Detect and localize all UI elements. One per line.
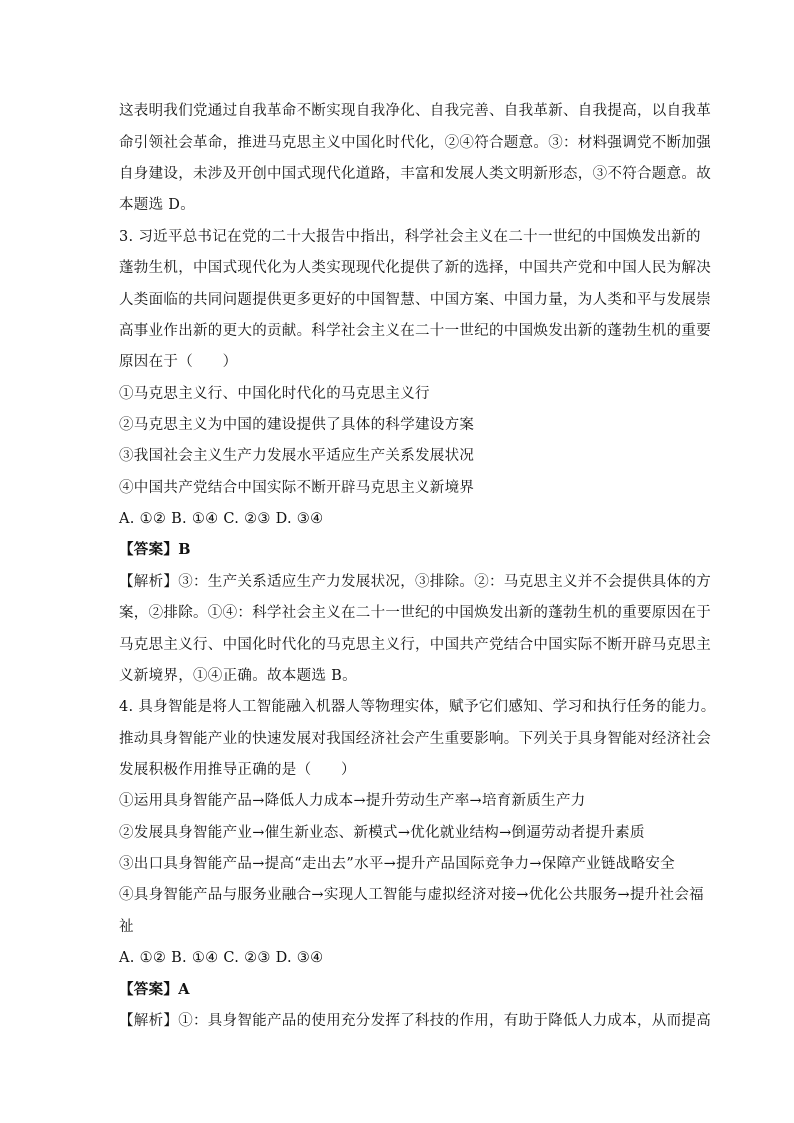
option-statement: ④中国共产党结合中国实际不断开辟马克思主义新境界 bbox=[119, 480, 475, 496]
text-line: 自身建设，未涉及开创中国式现代化道路，丰富和发展人类文明新形态，③不符合题意。故 bbox=[119, 166, 711, 182]
text-line: 发展积极作用推导正确的是（ ） bbox=[119, 762, 356, 778]
option-statement: ①运用具身智能产品→降低人力成本→提升劳动生产率→培育新质生产力 bbox=[119, 793, 586, 809]
text-line: 蓬勃生机，中国式现代化为人类实现现代化提供了新的选择，中国共产党和中国人民为解决 bbox=[119, 260, 711, 276]
option-statement: ②发展具身智能产业→催生新业态、新模式→优化就业结构→倒逼劳动者提升素质 bbox=[119, 825, 645, 841]
answer-label: 【答案】B bbox=[119, 541, 191, 558]
question-4-stem: 4. 具身智能是将人工智能融入机器人等物理实体，赋予它们感知、学习和执行任务的能力。 bbox=[119, 699, 716, 715]
analysis-text: 【解析】③：生产关系适应生产力发展状况，③排除。②：马克思主义并不会提供具体的方 bbox=[119, 574, 711, 590]
text-line: 祉 bbox=[119, 919, 134, 935]
option-statement: ②马克思主义为中国的建设提供了具体的科学建设方案 bbox=[119, 417, 475, 433]
option-statement: ④具身智能产品与服务业融合→实现人工智能与虚拟经济对接→优化公共服务→提升社会福 bbox=[119, 887, 704, 903]
text-line: 义新境界，①④正确。故本题选 B。 bbox=[119, 668, 357, 684]
text-line: 这表明我们党通过自我革命不断实现自我净化、自我完善、自我革新、自我提高，以自我革 bbox=[119, 103, 711, 119]
option-statement: ①马克思主义行、中国化时代化的马克思主义行 bbox=[119, 386, 430, 402]
text-line: 原因在于（ ） bbox=[119, 354, 238, 370]
text-line: 本题选 D。 bbox=[119, 197, 196, 213]
text-line: 案，②排除。①④：科学社会主义在二十一世纪的中国焕发出新的蓬勃生机的重要原因在于 bbox=[119, 605, 711, 621]
text-line: 高事业作出新的更大的贡献。科学社会主义在二十一世纪的中国焕发出新的蓬勃生机的重要 bbox=[119, 323, 711, 339]
analysis-text: 【解析】①：具身智能产品的使用充分发挥了科技的作用，有助于降低人力成本，从而提高 bbox=[119, 1013, 711, 1029]
text-line: 马克思主义行、中国化时代化的马克思主义行，中国共产党结合中国实际不断开辟马克思主 bbox=[119, 637, 711, 653]
text-line: 推动具身智能产业的快速发展对我国经济社会产生重要影响。下列关于具身智能对经济社会 bbox=[119, 731, 711, 747]
option-statement: ③我国社会主义生产力发展水平适应生产关系发展状况 bbox=[119, 448, 475, 464]
option-statement: ③出口具身智能产品→提高“走出去”水平→提升产品国际竞争力→保障产业链战略安全 bbox=[119, 856, 675, 872]
answer-choices: A. ①② B. ①④ C. ②③ D. ③④ bbox=[119, 950, 324, 966]
answer-label: 【答案】A bbox=[119, 981, 190, 998]
question-3-stem: 3. 习近平总书记在党的二十大报告中指出，科学社会主义在二十一世纪的中国焕发出新的 bbox=[119, 229, 701, 245]
text-line: 人类面临的共同问题提供更多更好的中国智慧、中国方案、中国力量，为人类和平与发展崇 bbox=[119, 292, 711, 308]
text-line: 命引领社会革命，推进马克思主义中国化时代化，②④符合题意。③：材料强调党不断加强 bbox=[119, 135, 711, 151]
answer-choices: A. ①② B. ①④ C. ②③ D. ③④ bbox=[119, 511, 324, 527]
